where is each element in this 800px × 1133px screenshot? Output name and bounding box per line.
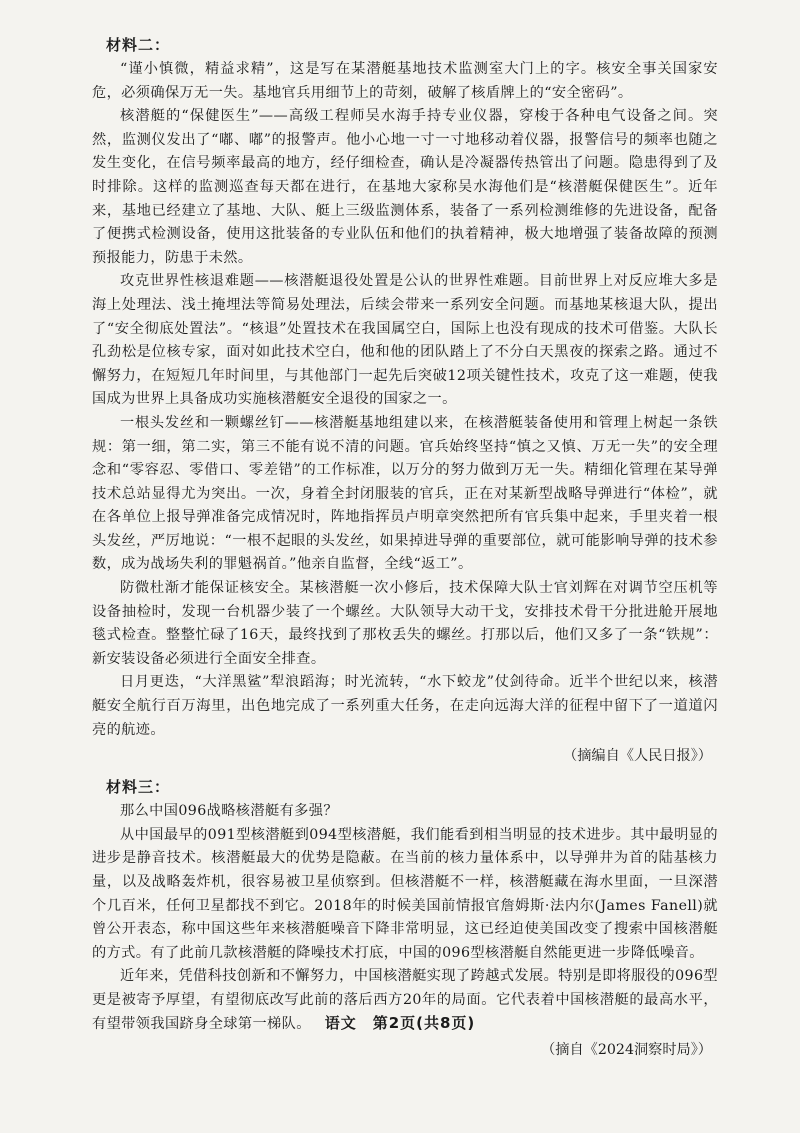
paragraph: 日月更迭，“大洋黑鲨”犁浪蹈海；时光流转，“水下蛟龙”仗剑待命。近半个世纪以来，核潜艇安全航行百万海里，出色地完成了一系列重大任务，在走向远海大洋的征程中留下了一道道闪亮的航迹。: [92, 674, 718, 738]
paragraph: 一根头发丝和一颗螺丝钉——核潜艇基地组建以来，在核潜艇装备使用和管理上树起一条铁规：第一细，第二实，第三不能有说不清的问题。官兵始终坚持“慎之又慎、万无一失”的安全理念和“零容忍、零借口、零差错”的工作标准，以万分的努力做到万无一失。精细化管理在某导弹技术总站显得尤为突出。一次，身着全封闭服装的官兵，正在对某新型战略导弹进行“体检”，就在各单位上报导弹准备完成情况时，阵地指挥员卢明章突然把所有官兵集中起来，手里夹着一根头发丝，严厉地说：“一根不起眼的头发丝，如果掉进导弹的重要部位，就可能影响导弹的技术参数，成为战场失利的罪魁祸首。”他亲自监督，全线“返工”。: [92, 414, 718, 573]
paragraph: “谨小慎微，精益求精”，这是写在某潜艇基地技术监测室大门上的字。核安全事关国家安危，必须确保万无一失。基地官兵用细节上的苛刻，破解了核盾牌上的“安全密码”。: [92, 61, 718, 101]
paragraph: 近年来，凭借科技创新和不懈努力，中国核潜艇实现了跨越式发展。特别是即将服役的096型更是被寄予厚望，有望彻底改写此前的落后西方20年的局面。它代表着中国核潜艇的最高水平，有望带领我国跻身全球第一梯队。: [92, 968, 718, 1032]
page-footer: 语文 第2页(共8页): [324, 1014, 476, 1032]
material-2: [92, 32, 718, 768]
material-2-source: （摘编自《人民日报》）: [563, 748, 712, 765]
paragraph: 核潜艇的“保健医生”——高级工程师吴水海手持专业仪器，穿梭于各种电气设备之间。突然，监测仪发出了“嘟、嘟”的报警声。他小心地一寸一寸地移动着仪器，报警信号的频率也随之发生变化，在信号频率最高的地方，经仔细检查，确认是冷凝器传热管出了问题。隐患得到了及时排除。这样的监测巡查每天都在进行，在基地大家称吴水海他们是“核潜艇保健医生”。近年来，基地已经建立了基地、大队、艇上三级监测体系，装备了一系列检测维修的先进设备，配备了便携式检测设备，使用这批装备的专业队伍和他们的执着精神，极大地增强了装备故障的预测预报能力，防患于未然。: [92, 108, 718, 266]
paragraph: 攻克世界性核退难题——核潜艇退役处置是公认的世界性难题。目前世界上对反应堆大多是海上处理法、浅土掩埋法等简易处理法，后续会带来一系列安全问题。而基地某核退大队，提出了“安全彻底处置法”。“核退”处置技术在我国属空白，国际上也没有现成的技术可借鉴。大队长孔劲松是位核专家，面对如此技术空白，他和他的团队踏上了不分白天黑夜的探索之路。通过不懈努力，在短短几年时间里，与其他部门一起先后突破12项关键性技术，攻克了这一难题，使我国成为世界上具备成功实施核潜艇安全退役的国家之一。: [92, 273, 718, 408]
material-3-heading: 材料三：: [106, 778, 171, 797]
material-2-heading: 材料二：: [106, 36, 171, 54]
paragraph: 防微杜渐才能保证核安全。某核潜艇一次小修后，技术保障大队士官刘辉在对调节空压机等设备抽检时，发现一台机器少装了一个螺丝。大队领导大动干戈，安排技术骨干分批进舱开展地毯式检查。整整忙碌了16天，最终找到了那枚丢失的螺丝。打那以后，他们又多了一条“铁规”：新安装设备必须进行全面安全排查。: [92, 580, 718, 667]
material-3-source: （摘自《2024洞察时局》）: [541, 1042, 712, 1059]
page-content: [92, 28, 718, 1068]
paragraph: 从中国最早的091型核潜艇到094型核潜艇，我们能看到相当明显的技术进步。其中最明显的进步是静音技术。核潜艇最大的优势是隐蔽。在当前的核力量体系中，以导弹井为首的陆基核力量，以及战略轰炸机，很容易被卫星侦察到。但核潜艇不一样，核潜艇藏在海水里面，一旦深潜个几百米，任何卫星都找不到它。2018年的时候美国前情报官詹姆斯·法内尔(James Fanell)就曾公开表态，称中国这些年来核潜艇噪音下降非常明显，这已经迫使美国改变了搜索中国核潜艇的方式。有了此前几款核潜艇的降噪技术打底，中国的096型核潜艇自然能更进一步降低噪音。: [92, 826, 718, 961]
paragraph: 那么中国096战略核潜艇有多强？: [120, 803, 338, 820]
